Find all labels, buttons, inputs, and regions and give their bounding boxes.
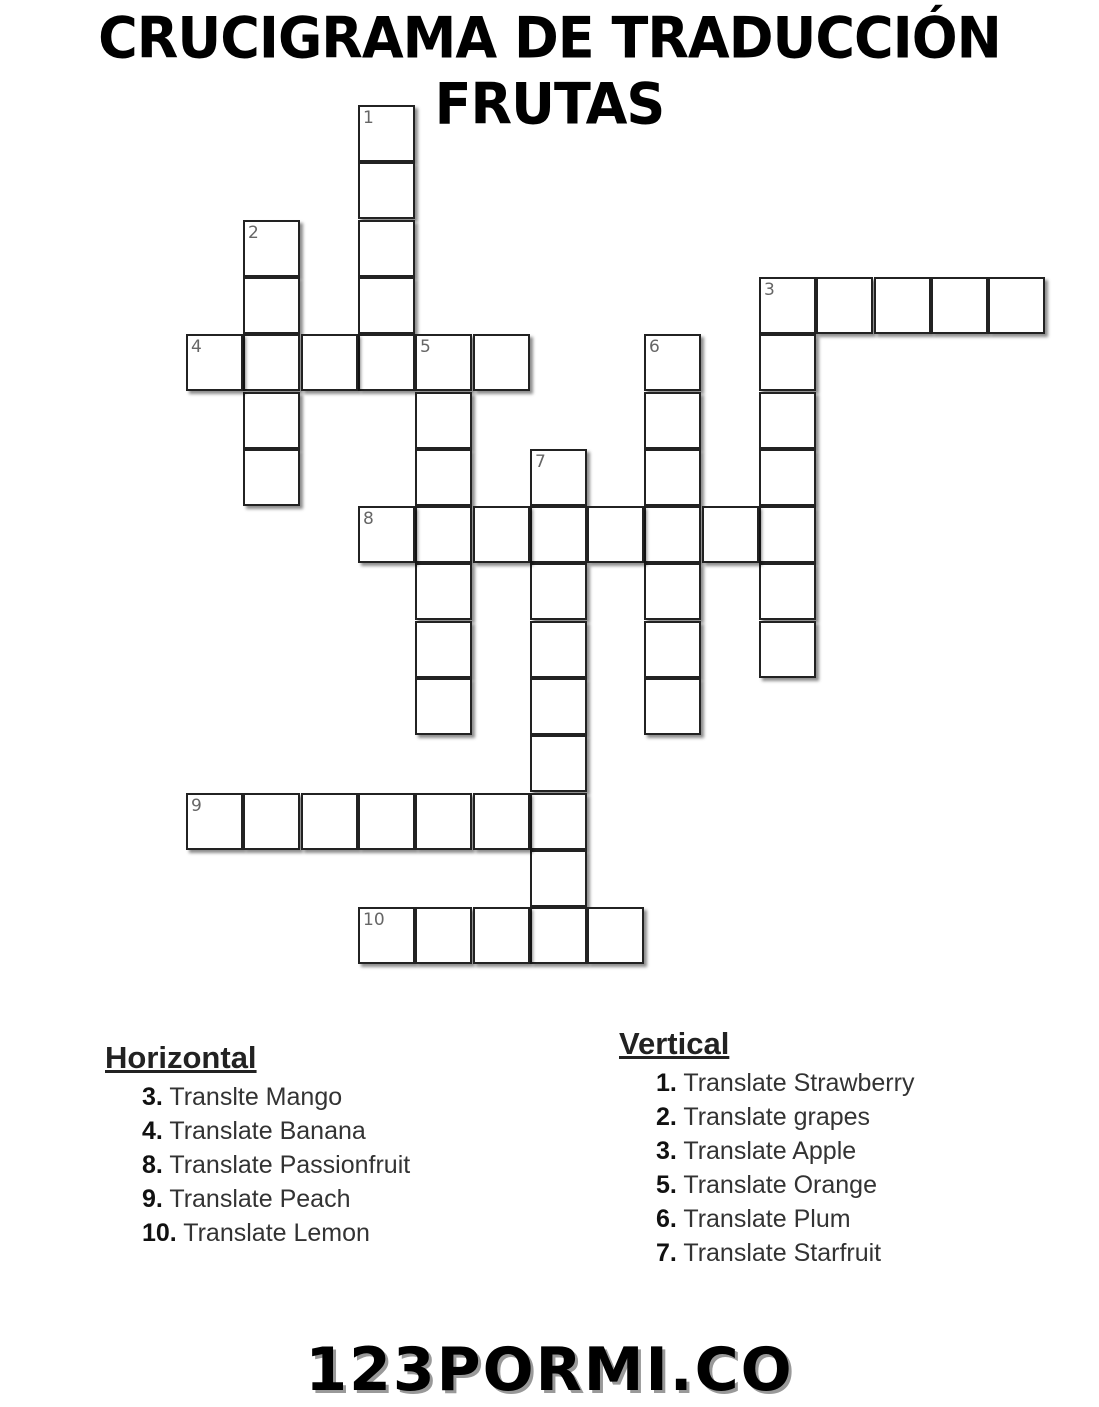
cell-number: 1 [363, 108, 374, 128]
crossword-cell[interactable] [243, 392, 300, 449]
clue-text: Translate Plum [683, 1205, 851, 1233]
crossword-cell[interactable] [530, 735, 587, 792]
clue-number: 3. [656, 1137, 677, 1165]
crossword-cell[interactable] [759, 563, 816, 620]
cell-number: 2 [248, 223, 259, 243]
clue-number: 4. [142, 1117, 163, 1145]
clue-item [142, 1148, 410, 1182]
crossword-cell[interactable] [644, 678, 701, 735]
clue-text: Translate Apple [683, 1137, 857, 1165]
crossword-cell[interactable] [243, 793, 300, 850]
crossword-cell[interactable] [301, 334, 358, 391]
clue-item [656, 1168, 914, 1202]
crossword-cell[interactable] [759, 449, 816, 506]
crossword-cell[interactable] [415, 334, 472, 391]
clue-text: Translate Peach [169, 1185, 351, 1213]
crossword-cell[interactable] [358, 277, 415, 334]
clue-text: Translate Strawberry [683, 1069, 915, 1097]
crossword-cell[interactable] [759, 506, 816, 563]
crossword-cell[interactable] [644, 449, 701, 506]
crossword-cell[interactable] [301, 793, 358, 850]
crossword-cell[interactable] [702, 506, 759, 563]
crossword-cell[interactable] [530, 621, 587, 678]
crossword-cell[interactable] [530, 850, 587, 907]
crossword-cell[interactable] [473, 907, 530, 964]
clue-item [142, 1182, 410, 1216]
crossword-cell[interactable] [358, 506, 415, 563]
crossword-cell[interactable] [415, 449, 472, 506]
crossword-cell[interactable] [644, 506, 701, 563]
clue-number: 8. [142, 1151, 163, 1179]
crossword-cell[interactable] [874, 277, 931, 334]
crossword-cell[interactable] [530, 563, 587, 620]
crossword-cell[interactable] [473, 793, 530, 850]
cell-number: 4 [191, 337, 202, 357]
crossword-cell[interactable] [415, 907, 472, 964]
clue-text: Translate grapes [683, 1103, 871, 1131]
clue-item [656, 1134, 914, 1168]
crossword-cell[interactable] [358, 334, 415, 391]
crossword-cell[interactable] [415, 506, 472, 563]
clue-number: 9. [142, 1185, 163, 1213]
cell-number: 3 [764, 280, 775, 300]
crossword-cell[interactable] [587, 506, 644, 563]
cell-number: 7 [535, 452, 546, 472]
cell-number: 6 [649, 337, 660, 357]
crossword-cell[interactable] [644, 334, 701, 391]
crossword-cell[interactable] [587, 907, 644, 964]
crossword-cell[interactable] [186, 793, 243, 850]
clue-number: 2. [656, 1103, 677, 1131]
crossword-cell[interactable] [759, 277, 816, 334]
vertical-heading: Vertical [619, 1026, 730, 1061]
crossword-cell[interactable] [358, 220, 415, 277]
crossword-cell[interactable] [243, 449, 300, 506]
crossword-cell[interactable] [473, 334, 530, 391]
clue-item [142, 1216, 410, 1250]
crossword-cell[interactable] [644, 563, 701, 620]
crossword-cell[interactable] [644, 621, 701, 678]
crossword-cell[interactable] [415, 678, 472, 735]
clue-number: 6. [656, 1205, 677, 1233]
crossword-cell[interactable] [243, 334, 300, 391]
crossword-cell[interactable] [644, 392, 701, 449]
clue-text: Translate Passionfruit [169, 1151, 411, 1179]
clue-text: Translate Banana [169, 1117, 366, 1145]
crossword-cell[interactable] [530, 907, 587, 964]
crossword-cell[interactable] [530, 506, 587, 563]
clue-number: 3. [142, 1083, 163, 1111]
crossword-cell[interactable] [931, 277, 988, 334]
crossword-cell[interactable] [243, 220, 300, 277]
clue-text: Translate Starfruit [683, 1239, 882, 1267]
page-title: CRUCIGRAMA DE TRADUCCIÓN FRUTAS [98, 4, 1001, 138]
crossword-cell[interactable] [358, 105, 415, 162]
cell-number: 8 [363, 509, 374, 529]
cell-number: 9 [191, 796, 202, 816]
horizontal-heading: Horizontal [105, 1040, 257, 1075]
clue-item [656, 1066, 914, 1100]
crossword-cell[interactable] [415, 621, 472, 678]
clue-item [142, 1080, 410, 1114]
crossword-cell[interactable] [415, 793, 472, 850]
crossword-cell[interactable] [473, 506, 530, 563]
crossword-cell[interactable] [243, 277, 300, 334]
crossword-cell[interactable] [759, 392, 816, 449]
crossword-cell[interactable] [988, 277, 1045, 334]
crossword-cell[interactable] [358, 162, 415, 219]
clue-text: Translte Mango [169, 1083, 343, 1111]
crossword-cell[interactable] [816, 277, 873, 334]
crossword-cell[interactable] [759, 334, 816, 391]
clue-number: 5. [656, 1171, 677, 1199]
crossword-cell[interactable] [530, 449, 587, 506]
clue-item [656, 1202, 914, 1236]
horizontal-clues [105, 1040, 410, 1250]
crossword-cell[interactable] [530, 793, 587, 850]
crossword-cell[interactable] [358, 907, 415, 964]
clue-item [656, 1100, 914, 1134]
clue-item [656, 1236, 914, 1270]
crossword-cell[interactable] [530, 678, 587, 735]
cell-number: 10 [363, 910, 385, 930]
crossword-cell[interactable] [415, 563, 472, 620]
cell-number: 5 [420, 337, 431, 357]
crossword-cell[interactable] [186, 334, 243, 391]
clue-text: Translate Orange [683, 1171, 877, 1199]
clue-number: 1. [656, 1069, 677, 1097]
site-logo: 123PORMI.CO [305, 1335, 794, 1405]
clue-number: 10. [142, 1219, 177, 1247]
crossword-cell[interactable] [759, 621, 816, 678]
clue-number: 7. [656, 1239, 677, 1267]
clue-item [142, 1114, 410, 1148]
vertical-clues [619, 1026, 914, 1270]
clue-text: Translate Lemon [183, 1219, 370, 1247]
crossword-cell[interactable] [415, 392, 472, 449]
crossword-cell[interactable] [358, 793, 415, 850]
